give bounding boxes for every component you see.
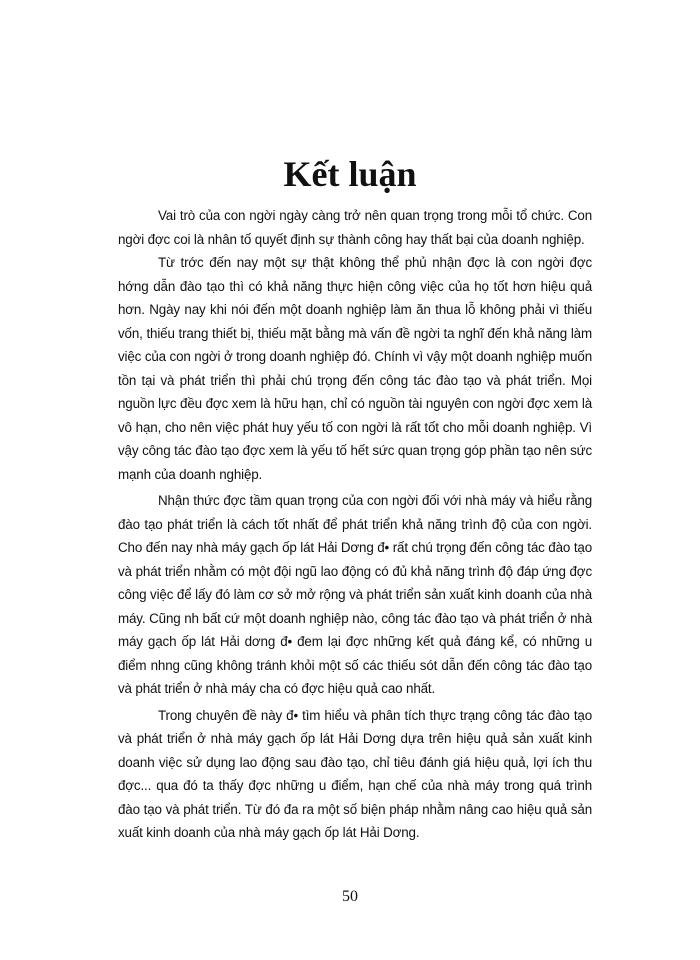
page-title: Kết luận: [283, 154, 417, 194]
paragraph: Từ trớc đến nay một sự thật không thể phủ nhận đợc là con ngời đợc hớng dẫn đào tạo thì có khả năng thực hiện công việc của họ tốt hơn hiệu quả hơn. Ngày nay khi nói đến một doanh nghiệp làm ăn thua lỗ không phải vì thiếu vốn, thiếu trang thiết bị, thiếu mặt bằng mà vấn đề ngời ta nghĩ đến khả năng làm việc của con ngời ở trong doanh nghiệp đó. Chính vì vậy một doanh nghiệp muốn tồn tại và phát triển thì phải chú trọng đến công tác đào tạo và phát triển. Mọi nguồn lực đều đợc xem là hữu hạn, chỉ có nguồn tài nguyên con ngời đợc xem là vô hạn, cho nên việc phát huy yếu tố con ngời là rất tốt cho mỗi doanh nghiệp. Vì vậy công tác đào tạo đợc xem là yếu tố hết sức quan trọng góp phần tạo nên sức mạnh của doanh nghiệp.: [118, 255, 592, 482]
body-text: [118, 204, 592, 845]
paragraph: Vai trò của con ngời ngày càng trở nên quan trọng trong mỗi tổ chức. Con ngời đợc coi là nhân tố quyết định sự thành công hay thất bại của doanh nghiệp.: [118, 208, 592, 247]
paragraph: Nhận thức đợc tầm quan trọng của con ngời đối với nhà máy và hiểu rằng đào tạo phát triển là cách tốt nhất để phát triển khả năng trình độ của con ngời. Cho đến nay nhà máy gạch ốp lát Hải Dơng đ• rất chú trọng đến công tác đào tạo và phát triển nhằm có một đội ngũ lao động có đủ khả năng trình độ đáp ứng đợc công việc để lấy đó làm cơ sở mở rộng và phát triển sản xuất kinh doanh của nhà máy. Cũng nh bất cứ một doanh nghiệp nào, công tác đào tạo và phát triển ở nhà máy gạch ốp lát Hải dơng đ• đem lại đợc những kết quả đáng kể, có những u điểm nhng cũng không tránh khỏi một số các thiếu sót dẫn đến công tác đào tạo và phát triển ở nhà máy cha có đợc hiệu quả cao nhất.: [118, 493, 592, 696]
paragraph: Trong chuyên đề này đ• tìm hiểu và phân tích thực trạng công tác đào tạo và phát triển ở nhà máy gạch ốp lát Hải Dơng dựa trên hiệu quả sản xuất kinh doanh việc sử dụng lao động sau đào tạo, chỉ tiêu đánh giá hiệu quả, lợi ích thu đợc... qua đó ta thấy đợc những u điểm, hạn chế của nhà máy trong quá trình đào tạo và phát triển. Từ đó đa ra một số biện pháp nhằm nâng cao hiệu quả sản xuất kinh doanh của nhà máy gạch ốp lát Hải Dơng.: [118, 707, 592, 840]
page-number: 50: [342, 888, 358, 905]
